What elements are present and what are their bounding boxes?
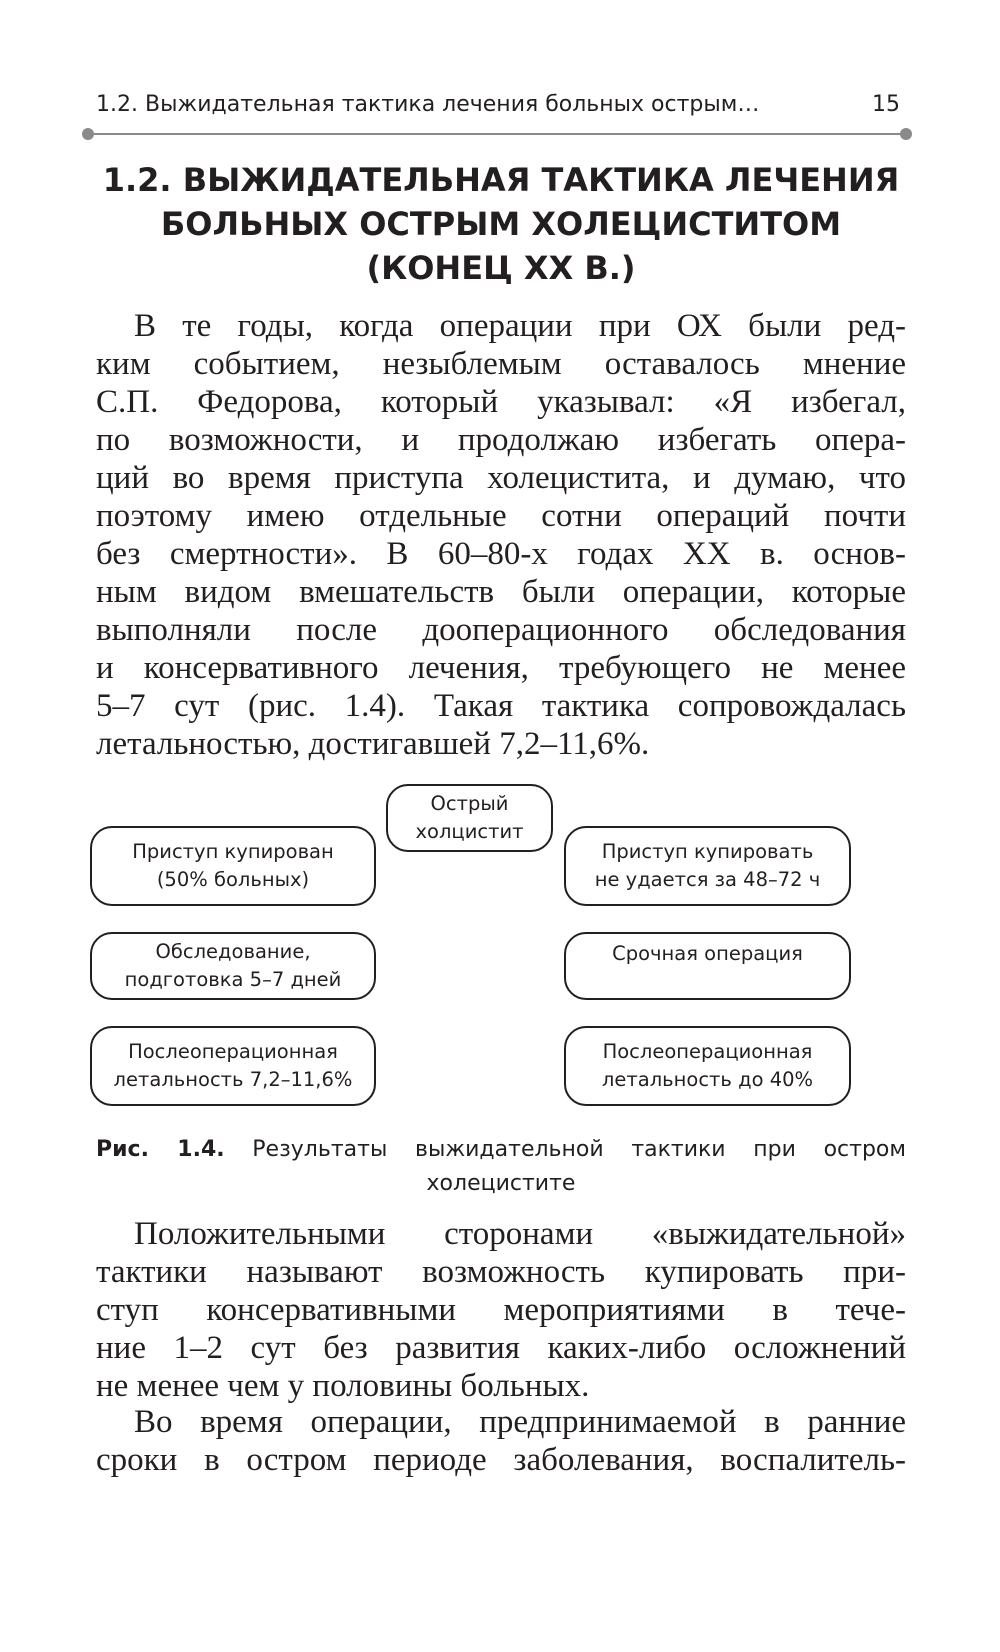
section-title <box>96 158 906 290</box>
running-title: 1.2. Выжидательная тактика лечения больных острым… <box>96 92 760 117</box>
box-text-line: летальность 7,2–11,6% <box>113 1068 353 1091</box>
text-line: по возможности, и продолжаю избегать опера- <box>96 422 906 458</box>
flow-box-urgent-operation <box>564 932 851 1000</box>
caption-line-2: холецистите <box>426 1171 576 1196</box>
box-text-line: летальность до 40% <box>601 1068 814 1091</box>
running-header <box>96 88 900 128</box>
figure-caption <box>96 1133 906 1201</box>
paragraph-3 <box>96 1403 906 1479</box>
box-text-line: Срочная операция <box>612 942 803 965</box>
caption-text: Результаты выжидательной тактики при остром <box>252 1137 906 1162</box>
flow-box-acute-cholecystitis <box>386 784 553 852</box>
flow-box-examination <box>90 932 376 1000</box>
text-line: ние 1–2 сут без развития каких-либо осложнений <box>96 1330 906 1366</box>
text-line: ступ консервативными мероприятиями в тече- <box>96 1292 906 1328</box>
paragraph-2 <box>96 1215 906 1405</box>
header-rule-dot-right <box>900 128 912 140</box>
box-text-line: Послеоперационная <box>128 1040 338 1063</box>
text-line: С.П. Федорова, который указывал: «Я избегал, <box>96 384 906 420</box>
section-title-line: БОЛЬНЫХ ОСТРЫМ ХОЛЕЦИСТИТОМ <box>160 205 842 243</box>
flow-box-postop-mortality-right <box>564 1026 851 1106</box>
box-text-line: Приступ купирован <box>132 840 334 863</box>
text-line: поэтому имею отдельные сотни операций почти <box>96 498 906 534</box>
box-text-line: Послеоперационная <box>602 1040 813 1063</box>
text-line: ций во время приступа холецистита, и думаю, что <box>96 460 906 496</box>
text-line: Положительными сторонами «выжидательной» <box>134 1216 906 1252</box>
text-line: тактики называют возможность купировать при- <box>96 1254 906 1290</box>
text-line: Во время операции, предпринимаемой в ранние <box>134 1404 906 1440</box>
page-number: 15 <box>872 92 900 117</box>
text-line: ким событием, незыблемым оставалось мнение <box>96 346 906 382</box>
text-line: летальностью, достигавшей 7,2–11,6%. <box>96 726 650 762</box>
box-text-line: Острый <box>430 792 509 815</box>
header-rule <box>88 133 906 135</box>
section-title-line: (КОНЕЦ XX В.) <box>366 249 636 287</box>
text-line: ным видом вмешательств были операции, которые <box>96 574 906 610</box>
paragraph-1 <box>96 307 906 763</box>
box-text-line: (50% больных) <box>156 868 310 891</box>
box-text-line: Приступ купировать <box>601 840 814 863</box>
caption-line-1 <box>96 1133 906 1167</box>
text-line: 5–7 сут (рис. 1.4). Такая тактика сопровождалась <box>96 688 906 724</box>
flow-box-attack-relieved <box>90 826 376 906</box>
text-line: и консервативного лечения, требующего не менее <box>96 650 906 686</box>
text-line: выполняли после дооперационного обследования <box>96 612 906 648</box>
section-title-line: 1.2. ВЫЖИДАТЕЛЬНАЯ ТАКТИКА ЛЕЧЕНИЯ <box>102 161 900 199</box>
text-line: В те годы, когда операции при ОХ были ред- <box>134 308 906 344</box>
header-rule-dot-left <box>82 128 94 140</box>
flow-box-attack-not-relieved <box>564 826 851 906</box>
box-text-line: не удается за 48–72 ч <box>594 868 821 891</box>
caption-label: Рис. 1.4. <box>96 1137 225 1162</box>
text-line: без смертности». В 60–80-х годах XX в. основ- <box>96 536 906 572</box>
text-line: не менее чем у половины больных. <box>96 1368 590 1404</box>
text-line: сроки в остром периоде заболевания, воспалитель- <box>96 1442 906 1478</box>
box-text-line: Обследование, <box>155 940 311 963</box>
box-text-line: холцистит <box>415 820 524 843</box>
flow-box-postop-mortality-left <box>90 1026 376 1106</box>
box-text-line: подготовка 5–7 дней <box>124 968 342 991</box>
